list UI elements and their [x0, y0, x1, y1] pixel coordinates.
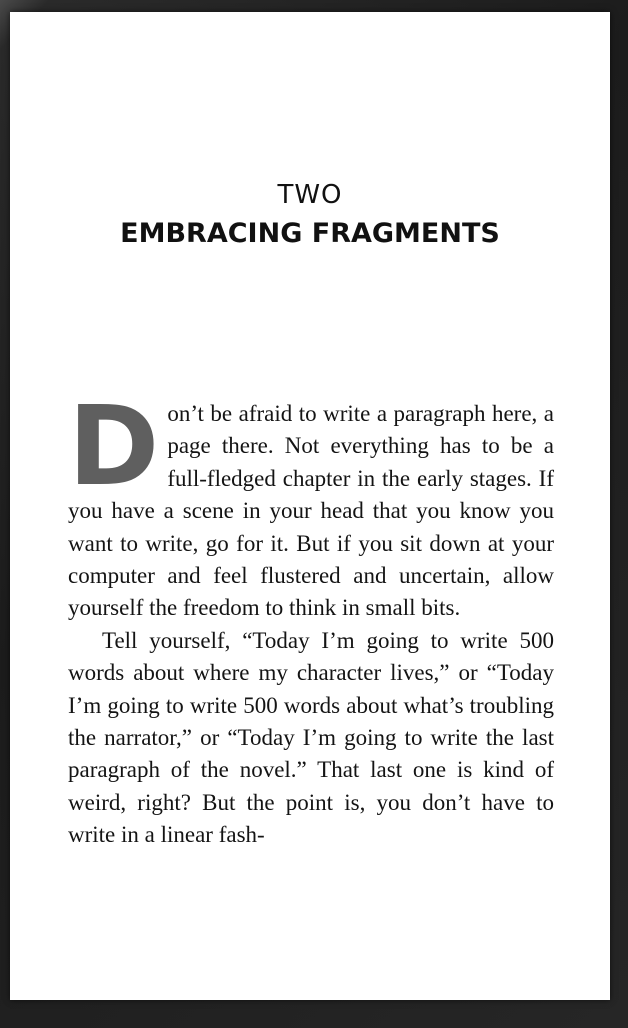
paragraph-1-text: on’t be afraid to write a paragraph here, a page there. Not everything has to be a full-fledged chapter in the early stages. If you have a scene in your head that you know you want to write, go for it. But if you sit down at your computer and feel flustered and uncertain, allow yourself the freedom to think in small bits. [68, 401, 554, 621]
book-page [10, 12, 610, 1000]
chapter-body [68, 382, 554, 852]
chapter-title: EMBRACING FRAGMENTS [120, 218, 500, 249]
paragraph-1 [68, 382, 554, 625]
chapter-number: TWO [277, 180, 343, 210]
drop-cap: D [68, 382, 160, 510]
paragraph-2: Tell yourself, “Today I’m going to write 500 words about where my character lives,” or “Today I’m going to write 500 words about what’s troubling the narrator,” or “Today I’m going to write the last paragraph of the novel.” That last one is kind of weird, right? But the point is, you don’t have to write in a linear fash- [68, 627, 554, 848]
